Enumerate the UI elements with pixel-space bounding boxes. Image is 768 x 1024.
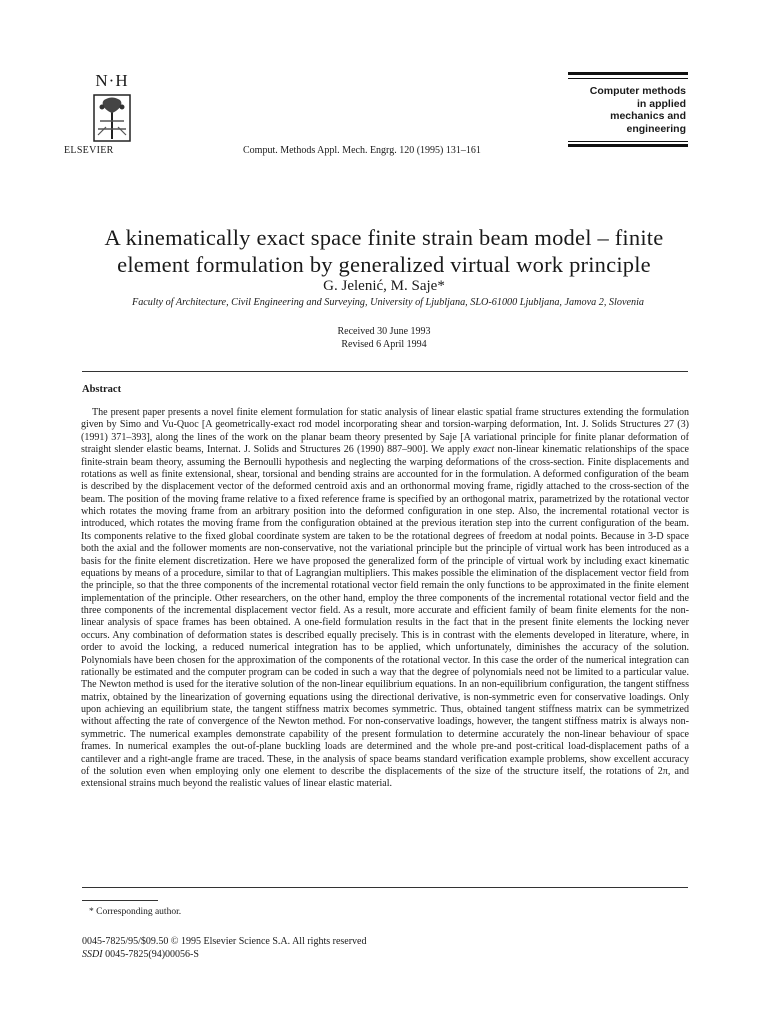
publisher-name: ELSEVIER [64,145,114,156]
journal-title-line: engineering [626,122,686,135]
abstract-heading: Abstract [82,384,122,395]
abstract-text-part: The present paper presents a novel finite element formulation for static analysis of linear elastic spatial frame structures extending the formulation given by Simo and Vu-Quoc [A geometrically-exact rod model incorporating shear and torsion-warping deformation, Int. J. Solids Structures 27 (3) (1991) 371–393], along the lines of the work on the planar beam theory presented by Saje [A variational principle for finite planar deformation of straight slender elastic beams, Internat. J. Solids and Structures 26 (1990) 887–900]. We apply [81,407,689,456]
journal-badge [568,72,688,147]
journal-title-line: in applied [636,97,686,110]
journal-rule-top-thin [568,78,688,79]
article-dates [0,326,768,351]
abstract-top-rule [82,371,688,372]
copyright-block [82,936,367,961]
revised-date: Revised 6 April 1994 [341,338,427,350]
received-date: Received 30 June 1993 [337,326,431,337]
publisher-logo [72,72,152,150]
copyright-line: 0045-7825/95/$09.50 © 1995 Elsevier Science S.A. All rights reserved [82,936,367,947]
ssdi-line [82,949,367,962]
abstract-emphasis: exact [473,444,495,456]
elsevier-tree-icon [90,91,134,145]
journal-rule-top-thick [568,72,688,75]
abstract-bottom-rule [82,887,688,888]
logo-mark: N·H [95,71,129,90]
abstract-text [81,407,689,791]
journal-rule-bottom-thick [568,144,688,147]
article-authors: G. Jelenić, M. Saje* [323,278,445,294]
ssdi-label: SSDI [82,948,103,960]
ssdi-value: 0045-7825(94)00056-S [102,948,199,960]
journal-title-line: mechanics and [610,110,686,122]
journal-title-line: Computer methods [589,85,686,97]
footnote-rule [82,900,158,901]
abstract-text-part: non-linear kinematic relationships of the space finite-strain beam theory, assuming the Bernoulli hypothesis and neglecting the warping deformations of the cross-section. Finite displacements and rotations as well as finite extensional, shear, torsional and bending strains are accounted for in the formulation. A deformed configuration of the beam is described by the displacement vector of the deformed centroid axis and an orthonormal moving frame, rigidly attached to the cross-section of the beam. The position of the moving frame relative to a fixed reference frame is specified by an orthogonal matrix, parametrized by the rotational vector which rotates the moving frame from an arbitrary position into the deformed configuration in one step. Also, the incremental rotational vector is introduced, which rotates the moving frame from the configuration obtained at the previous iteration step into the current configuration of the beam. Its components relative to the fixed global coordinate system are taken to be the rotational degrees of freedom at nodal points. Because in 3-D space both the axial and the follower moments are non-conservative, not the variational principle but the principle of virtual work has been introduced as a basis for the finite element discretization. Here we have proposed the generalized form of the principle of virtual work by including exact kinematic equations by means of a procedure, similar to that of Lagrangian multipliers. This makes possible the elimination of the displacement vector field from the principle, so that the three components of the incremental rotational vector field remain the only functions to be approximated in the finite element implementation of the principle. Other researchers, on the other hand, employ the three components of the incremental rotational vector field and the three components of the incremental displacement vector field. As a result, more accurate and efficient family of beam finite elements for the non-linear analysis of space frames has been obtained. A one-field formulation results in the fact that in the present finite elements the locking never occurs. Any combination of deformation states is described equally precisely. This is in contrast with the elements developed in literature, where, in order to avoid the locking, a reduced numerical integration has to be applied, which unfortunately, diminishes the accuracy of the solution. Polynomials have been chosen for the approximation of the components of the rotational vector. In this case the order of the numerical integration can rationally be estimated and the computer program can be coded in such a way that the degree of polynomials need not be limited to a particular value. The Newton method is used for the iterative solution of the non-linear equilibrium equations. In an non-equilibrium configuration, the tangent stiffness matrix, obtained by the linearization of governing equations using the directional derivative, is non-symmetric even for conservative loadings. Only upon achieving an equilibrium state, the tangent stiffness matrix becomes symmetric. Thus, obtained tangent stiffness matrix can be symmetrized without affecting the rate of convergence of the Newton method. For non-conservative loadings, however, the tangent stiffness matrix is always non-symmetric. The numerical examples demonstrate capability of the present formulation to determine accurately the non-linear behaviour of space frames. In numerical examples the out-of-plane buckling loads are determined and the whole pre-and post-critical load-displacement paths of a cantilever and a right-angle frame are traced. These, in the analysis of space beams standard verification example problems, show excellent accuracy of the solution even when employing only one element to describe the displacements of the size of the structure itself, the rotations of 2π, and extensional strains much beyond the realistic values of linear elastic material. [81,444,689,790]
journal-rule-bottom-thin [568,141,688,142]
journal-citation: Comput. Methods Appl. Mech. Engrg. 120 (1995) 131–161 [243,145,481,156]
journal-title [568,85,688,135]
article-title: A kinematically exact space finite strain beam model – finite element formulation by generalized virtual work principle [104,225,664,277]
corresponding-author-footnote: * Corresponding author. [89,907,182,917]
author-affiliation: Faculty of Architecture, Civil Engineering and Surveying, University of Ljubljana, SLO-61000 Ljubljana, Jamova 2, Slovenia [131,297,645,308]
